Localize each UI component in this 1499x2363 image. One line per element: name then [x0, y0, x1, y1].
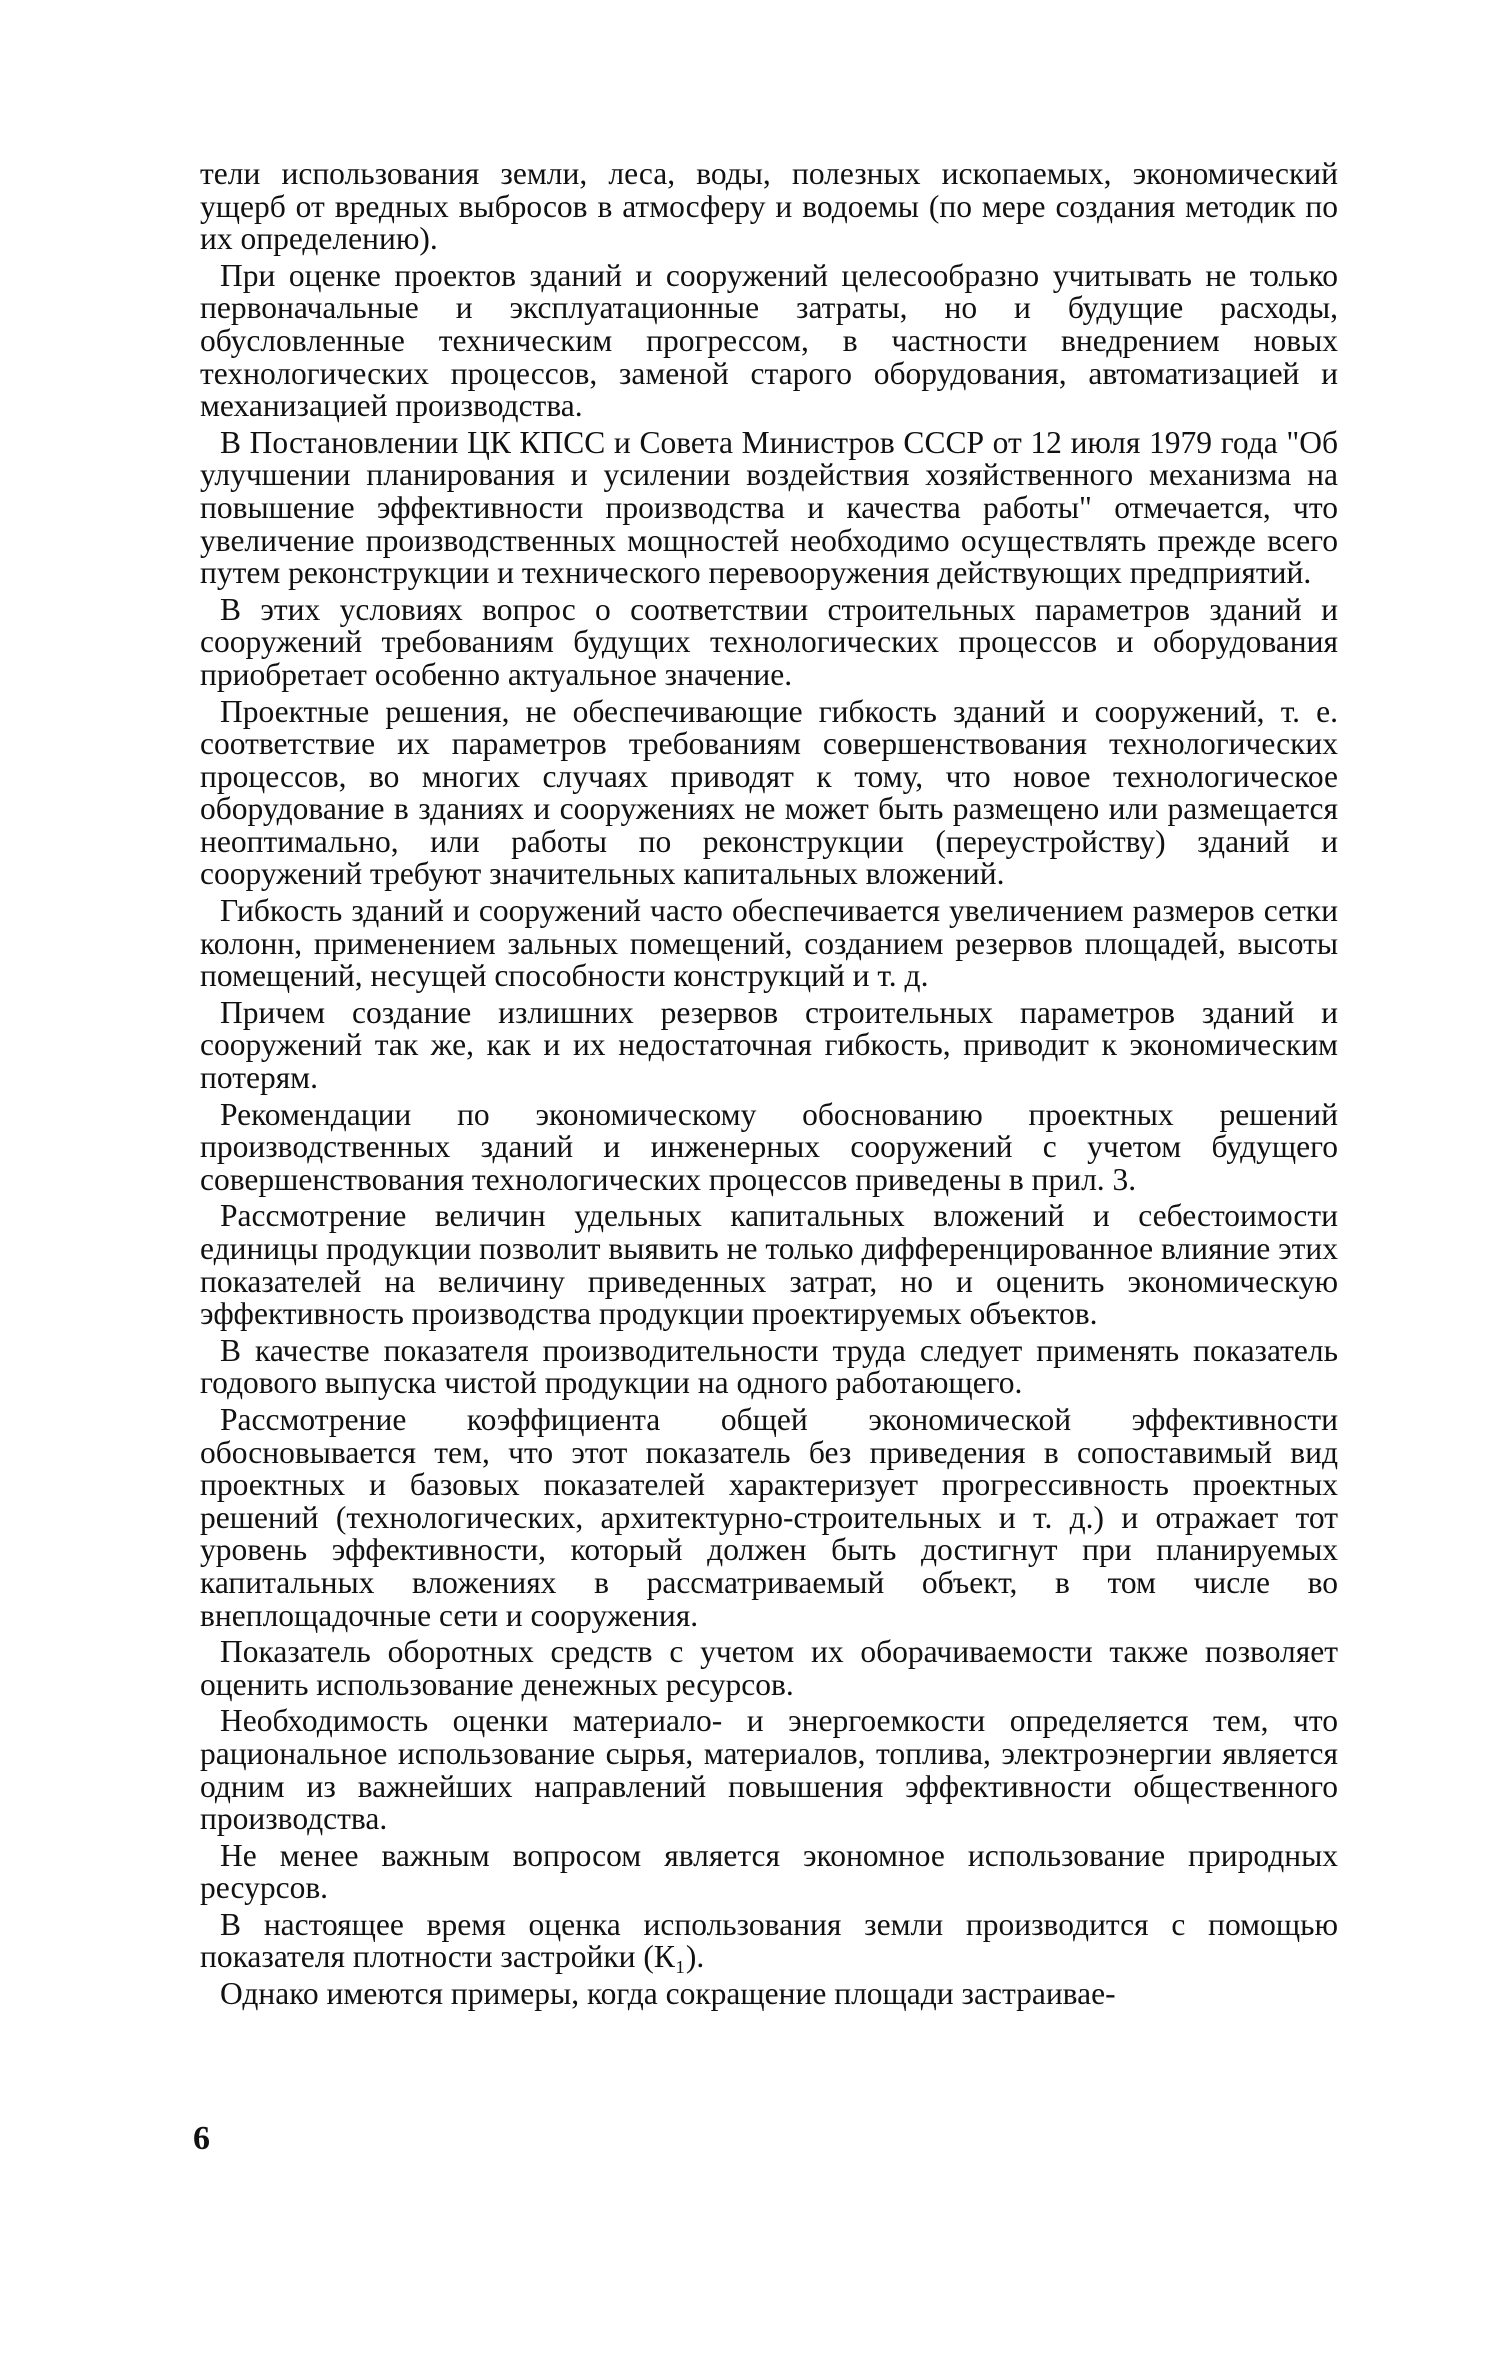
paragraph-7: Причем создание излишних резервов строительных параметров зданий и сооружений так же, как и их недостаточная гибкость, приводит к экономическим потерям.: [200, 994, 1338, 1096]
paragraph-4: В этих условиях вопрос о соответствии строительных параметров зданий и сооружений требованиям будущих технологических процессов и оборудования приобретает особенно актуальное значение.: [200, 591, 1338, 692]
paragraph-5: Проектные решения, не обеспечивающие гибкость зданий и сооружений, т. е. соответствие их параметров требованиям совершенствования технологических процессов, во многих случаях приводят к тому, что новое технологическое оборудование в зданиях и сооружениях не может быть размещено или размещается неоптимально, или работы по реконструкции (переустройству) зданий и сооружений требуют значительных капитальных вложений.: [200, 693, 1338, 892]
paragraph-2: При оценке проектов зданий и сооружений целесообразно учитывать не только первоначальные и эксплуатационные затраты, но и будущие расходы, обусловленные техническим прогрессом, в частности внедрением новых технологических процессов, заменой старого оборудования, автоматизацией и механизацией производства.: [200, 257, 1338, 424]
paragraph-13: Необходимость оценки материало- и энергоемкости определяется тем, что рациональное использование сырья, материалов, топлива, электроэнергии является одним из важнейших направлений повышения эффективности общественного производства.: [200, 1703, 1338, 1837]
paragraph-11: Рассмотрение коэффициента общей экономической эффективности обосновывается тем, что этот показатель без приведения в сопоставимый вид проектных и базовых показателей характеризует прогрессивность проектных решений (технологических, архитектурно-строительных и т. д.) и отражает тот уровень эффективности, который должен быть достигнут при планируемых капитальных вложениях в рассматриваемый объект, в том числе во внеплощадочные сети и сооружения.: [200, 1401, 1338, 1633]
document-body: [200, 158, 1338, 2015]
paragraph-12: Показатель оборотных средств с учетом их оборачиваемости также позволяет оценить использование денежных ресурсов.: [200, 1634, 1338, 1702]
paragraph-16: Однако имеются примеры, когда сокращение площади застраивае-: [220, 1976, 1116, 2012]
paragraph-14: Не менее важным вопросом является экономное использование природных ресурсов.: [200, 1837, 1338, 1906]
paragraph-9: Рассмотрение величин удельных капитальных вложений и себестоимости единицы продукции позволит выявить не только дифференцированное влияние этих показателей на величину приведенных затрат, но и оценить экономическую эффективность производства продукции проектируемых объектов.: [200, 1198, 1338, 1332]
paragraph-6: Гибкость зданий и сооружений часто обеспечивается увеличением размеров сетки колонн, применением зальных помещений, созданием резервов площадей, высоты помещений, несущей способности конструкций и т. д.: [200, 893, 1338, 994]
page-number: 6: [193, 2120, 210, 2157]
paragraph-1: тели использования земли, леса, воды, полезных ископаемых, экономический ущерб от вредных выбросов в атмосферу и водоемы (по мере создания методик по их определению).: [200, 156, 1338, 257]
paragraph-3: В Постановлении ЦК КПСС и Совета Министров СССР от 12 июля 1979 года "Об улучшении планирования и усилении воздействия хозяйственного механизма на повышение эффективности производства и качества работы" отмечается, что увеличение производственных мощностей необходимо осуществлять прежде всего путем реконструкции и технического перевооружения действующих предприятий.: [200, 424, 1338, 591]
paragraph-8: Рекомендации по экономическому обоснованию проектных решений производственных зданий и инженерных сооружений с учетом будущего совершенствования технологических процессов приведены в прил. 3.: [200, 1096, 1338, 1197]
paragraph-15: В настоящее время оценка использования земли производится с помощью показателя плотности застройки (К₁).: [200, 1906, 1338, 1975]
paragraph-10: В качестве показателя производительности труда следует применять показатель годового выпуска чистой продукции на одного работающего.: [200, 1332, 1338, 1401]
